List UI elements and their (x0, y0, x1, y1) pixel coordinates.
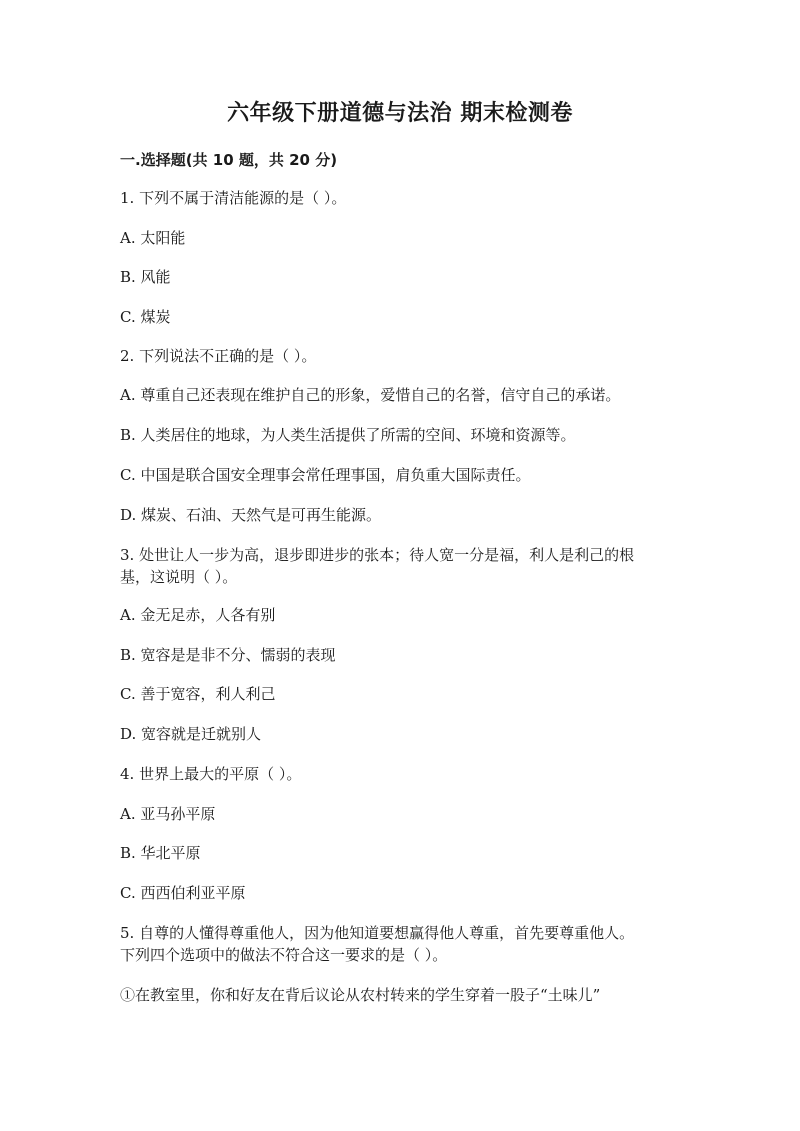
question-1-option-b: B. 风能 (120, 268, 171, 286)
question-2-option-c: C. 中国是联合国安全理事会常任理事国，肩负重大国际责任。 (120, 466, 531, 484)
question-4-stem: 4. 世界上最大的平原（ ）。 (120, 765, 302, 783)
page-title: 六年级下册道德与法治 期末检测卷 (227, 101, 573, 126)
question-4-option-a: A. 亚马孙平原 (120, 805, 216, 823)
question-3-stem-line-1: 3. 处世让人一步为高，退步即进步的张本；待人宽一分是福，利人是利己的根 (120, 546, 635, 564)
question-2-option-d: D. 煤炭、石油、天然气是可再生能源。 (120, 506, 382, 524)
question-5-stem-line-1: 5. 自尊的人懂得尊重他人，因为他知道要想赢得他人尊重，首先要尊重他人。 (120, 924, 635, 942)
question-5-stem-line-2: 下列四个选项中的做法不符合这一要求的是（ ）。 (120, 946, 448, 964)
section-header: 一.选择题(共 10 题，共 20 分) (120, 151, 338, 169)
question-2-option-b: B. 人类居住的地球，为人类生活提供了所需的空间、环境和资源等。 (120, 426, 576, 444)
question-3-option-b: B. 宽容是是非不分、懦弱的表现 (120, 646, 336, 664)
question-1-stem: 1. 下列不属于清洁能源的是（ ）。 (120, 189, 347, 207)
question-3-option-d: D. 宽容就是迁就别人 (120, 725, 262, 743)
question-1-option-a: A. 太阳能 (120, 229, 186, 247)
question-3-option-a: A. 金无足赤，人各有别 (120, 606, 276, 624)
question-4-option-b: B. 华北平原 (120, 844, 201, 862)
question-3-stem-line-2: 基，这说明（ ）。 (120, 568, 238, 586)
question-5-statement-1: ①在教室里，你和好友在背后议论从农村转来的学生穿着一股子“土味儿” (120, 986, 601, 1004)
question-4-option-c: C. 西西伯利亚平原 (120, 884, 246, 902)
question-2-option-a: A. 尊重自己还表现在维护自己的形象，爱惜自己的名誉，信守自己的承诺。 (120, 386, 621, 404)
question-3-option-c: C. 善于宽容，利人利己 (120, 685, 276, 703)
question-1-option-c: C. 煤炭 (120, 308, 171, 326)
question-2-stem: 2. 下列说法不正确的是（ ）。 (120, 347, 317, 365)
